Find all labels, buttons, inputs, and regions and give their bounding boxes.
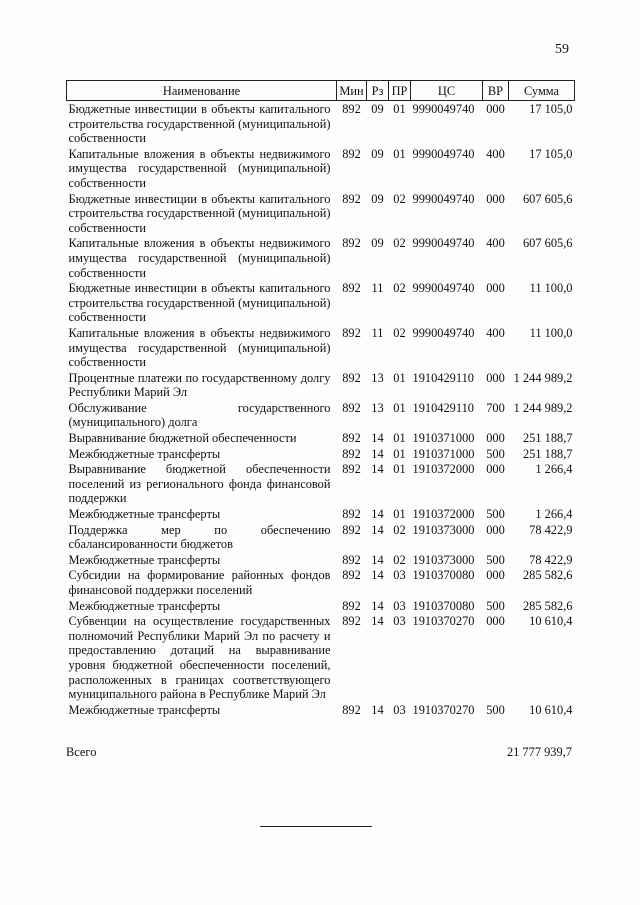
cell-pr: 02	[393, 281, 406, 296]
table-row	[67, 702, 575, 718]
cell-pr: 03	[393, 568, 406, 583]
cell-pr: 02	[393, 325, 406, 340]
cell-cs: 1910371000	[412, 431, 475, 446]
cell-sum: 10 610,4	[529, 614, 573, 629]
cell-rz: 11	[371, 281, 384, 296]
cell-sum: 17 105,0	[529, 146, 573, 161]
cell-cs: 1910429110	[412, 370, 474, 385]
cell-min: 892	[342, 400, 361, 415]
cell-cs: 9990049740	[412, 102, 475, 116]
cell-vr: 500	[486, 552, 505, 567]
cell-rz: 14	[371, 598, 384, 613]
footer-divider	[260, 826, 372, 827]
cell-sum: 78 422,9	[529, 552, 573, 567]
cell-name: Поддержка мер по обеспечению сбалансированности бюджетов	[68, 522, 331, 552]
table-row	[67, 506, 575, 522]
cell-name: Выравнивание бюджетной обеспеченности	[68, 431, 297, 446]
cell-sum: 1 244 989,2	[513, 370, 573, 385]
cell-sum: 1 244 989,2	[513, 400, 573, 415]
cell-cs: 1910370080	[412, 598, 475, 613]
cell-cs: 1910370080	[412, 568, 475, 583]
cell-vr: 000	[486, 431, 505, 446]
cell-sum: 1 266,4	[535, 462, 573, 477]
cell-min: 892	[342, 370, 361, 385]
table-row	[67, 370, 575, 400]
cell-cs: 9990049740	[412, 325, 475, 340]
cell-pr: 02	[393, 236, 406, 251]
cell-name: Бюджетные инвестиции в объекты капитального строительства государственной (муниципальной) собственности	[68, 102, 331, 146]
cell-vr: 500	[486, 446, 505, 461]
cell-min: 892	[342, 614, 361, 629]
header-pr: ПР	[389, 81, 411, 101]
cell-sum: 285 582,6	[522, 568, 573, 583]
cell-pr: 03	[393, 614, 406, 629]
cell-cs: 1910370270	[412, 614, 475, 629]
cell-pr: 02	[393, 522, 406, 537]
table-row	[67, 280, 575, 325]
cell-sum: 11 100,0	[529, 325, 573, 340]
cell-pr: 01	[393, 446, 406, 461]
header-sum: Сумма	[509, 81, 575, 101]
cell-cs: 1910370270	[412, 702, 475, 717]
cell-min: 892	[342, 146, 361, 161]
cell-vr: 400	[486, 236, 505, 251]
cell-sum: 607 605,6	[522, 191, 573, 206]
cell-min: 892	[342, 446, 361, 461]
table-row	[67, 461, 575, 506]
cell-name: Субвенции на осуществление государственных полномочий Республики Марий Эл по расчету и предоставлению дотаций на выравнивание уровня бюджетной обеспеченности поселений, расположенных в границах соответствующего муниципального района в Республике Марий Эл	[68, 614, 331, 702]
header-rz: Рз	[367, 81, 389, 101]
cell-sum: 285 582,6	[522, 598, 573, 613]
cell-pr: 03	[393, 598, 406, 613]
cell-name: Межбюджетные трансферты	[68, 507, 221, 522]
cell-min: 892	[342, 462, 361, 477]
header-min: Мин	[337, 81, 367, 101]
cell-name: Бюджетные инвестиции в объекты капитального строительства государственной (муниципальной) собственности	[68, 281, 331, 325]
table-row	[67, 101, 575, 146]
cell-sum: 17 105,0	[529, 102, 573, 116]
cell-vr: 500	[486, 702, 505, 717]
table-body	[67, 101, 575, 718]
cell-cs: 9990049740	[412, 281, 475, 296]
cell-vr: 000	[486, 102, 505, 116]
cell-rz: 14	[371, 507, 384, 522]
table-row	[67, 146, 575, 191]
table-header-row	[67, 81, 575, 101]
cell-pr: 01	[393, 462, 406, 477]
table-row	[67, 567, 575, 597]
cell-vr: 000	[486, 191, 505, 206]
cell-name: Бюджетные инвестиции в объекты капитального строительства государственной (муниципальной) собственности	[68, 191, 331, 235]
cell-cs: 1910373000	[412, 522, 475, 537]
cell-cs: 9990049740	[412, 191, 475, 206]
cell-vr: 000	[486, 568, 505, 583]
page-number: 59	[555, 42, 569, 57]
cell-rz: 14	[371, 614, 384, 629]
cell-name: Процентные платежи по государственному долгу Республики Марий Эл	[68, 370, 331, 400]
cell-vr: 000	[486, 614, 505, 629]
table-row	[67, 191, 575, 236]
cell-min: 892	[342, 598, 361, 613]
cell-pr: 02	[393, 552, 406, 567]
cell-name: Капитальные вложения в объекты недвижимого имущества государственной (муниципальной) собственности	[68, 146, 331, 190]
cell-name: Межбюджетные трансферты	[68, 598, 221, 613]
cell-vr: 000	[486, 281, 505, 296]
cell-sum: 10 610,4	[529, 702, 573, 717]
cell-min: 892	[342, 236, 361, 251]
total-label: Всего	[66, 745, 97, 759]
cell-sum: 607 605,6	[522, 236, 573, 251]
table-row	[67, 325, 575, 370]
cell-vr: 000	[486, 370, 505, 385]
cell-cs: 1910373000	[412, 552, 475, 567]
cell-rz: 14	[371, 702, 384, 717]
table-row	[67, 430, 575, 446]
cell-rz: 14	[371, 522, 384, 537]
cell-min: 892	[342, 431, 361, 446]
cell-rz: 14	[371, 552, 384, 567]
cell-name: Межбюджетные трансферты	[68, 446, 221, 461]
cell-cs: 1910372000	[412, 507, 475, 522]
cell-pr: 01	[393, 370, 406, 385]
cell-sum: 11 100,0	[529, 281, 573, 296]
cell-pr: 02	[393, 191, 406, 206]
cell-pr: 01	[393, 400, 406, 415]
cell-vr: 000	[486, 522, 505, 537]
cell-cs: 1910372000	[412, 462, 475, 477]
cell-rz: 09	[371, 191, 384, 206]
cell-min: 892	[342, 522, 361, 537]
cell-pr: 01	[393, 507, 406, 522]
total-value: 21 777 939,7	[506, 745, 572, 759]
cell-vr: 000	[486, 462, 505, 477]
cell-cs: 1910429110	[412, 400, 474, 415]
cell-rz: 14	[371, 446, 384, 461]
cell-min: 892	[342, 552, 361, 567]
table-row	[67, 613, 575, 702]
cell-cs: 9990049740	[412, 236, 475, 251]
table-row	[67, 400, 575, 430]
cell-name: Субсидии на формирование районных фондов финансовой поддержки поселений	[68, 568, 331, 597]
cell-rz: 09	[371, 102, 384, 116]
cell-name: Межбюджетные трансферты	[68, 552, 221, 567]
cell-vr: 400	[486, 146, 505, 161]
cell-min: 892	[342, 191, 361, 206]
cell-sum: 78 422,9	[529, 522, 573, 537]
cell-vr: 700	[486, 400, 505, 415]
cell-rz: 09	[371, 146, 384, 161]
cell-sum: 1 266,4	[535, 507, 573, 522]
cell-vr: 500	[486, 507, 505, 522]
cell-vr: 500	[486, 598, 505, 613]
cell-min: 892	[342, 102, 361, 116]
cell-vr: 400	[486, 325, 505, 340]
cell-min: 892	[342, 281, 361, 296]
cell-name: Обслуживание государственного (муниципального) долга	[68, 400, 331, 430]
cell-name: Выравнивание бюджетной обеспеченности поселений из регионального фонда финансовой поддержки	[68, 462, 331, 506]
cell-cs: 1910371000	[412, 446, 475, 461]
cell-rz: 09	[371, 236, 384, 251]
table-row	[67, 552, 575, 568]
cell-pr: 03	[393, 702, 406, 717]
cell-min: 892	[342, 568, 361, 583]
header-cs: ЦС	[411, 81, 483, 101]
table-row	[67, 235, 575, 280]
cell-sum: 251 188,7	[522, 431, 573, 446]
cell-rz: 13	[371, 400, 384, 415]
cell-min: 892	[342, 702, 361, 717]
cell-cs: 9990049740	[412, 146, 475, 161]
header-name: Наименование	[67, 81, 337, 101]
cell-rz: 14	[371, 431, 384, 446]
cell-min: 892	[342, 507, 361, 522]
cell-name: Капитальные вложения в объекты недвижимого имущества государственной (муниципальной) собственности	[68, 325, 331, 370]
cell-rz: 11	[371, 325, 384, 340]
cell-name: Капитальные вложения в объекты недвижимого имущества государственной (муниципальной) собственности	[68, 236, 331, 280]
cell-rz: 14	[371, 568, 384, 583]
cell-rz: 14	[371, 462, 384, 477]
cell-min: 892	[342, 325, 361, 340]
budget-table	[66, 80, 575, 717]
table-row	[67, 598, 575, 614]
cell-rz: 13	[371, 370, 384, 385]
table-row	[67, 522, 575, 552]
cell-pr: 01	[393, 431, 406, 446]
cell-sum: 251 188,7	[522, 446, 573, 461]
cell-name: Межбюджетные трансферты	[68, 702, 221, 717]
cell-pr: 01	[393, 146, 406, 161]
header-vr: ВР	[483, 81, 509, 101]
table-row	[67, 446, 575, 462]
cell-pr: 01	[393, 102, 406, 116]
